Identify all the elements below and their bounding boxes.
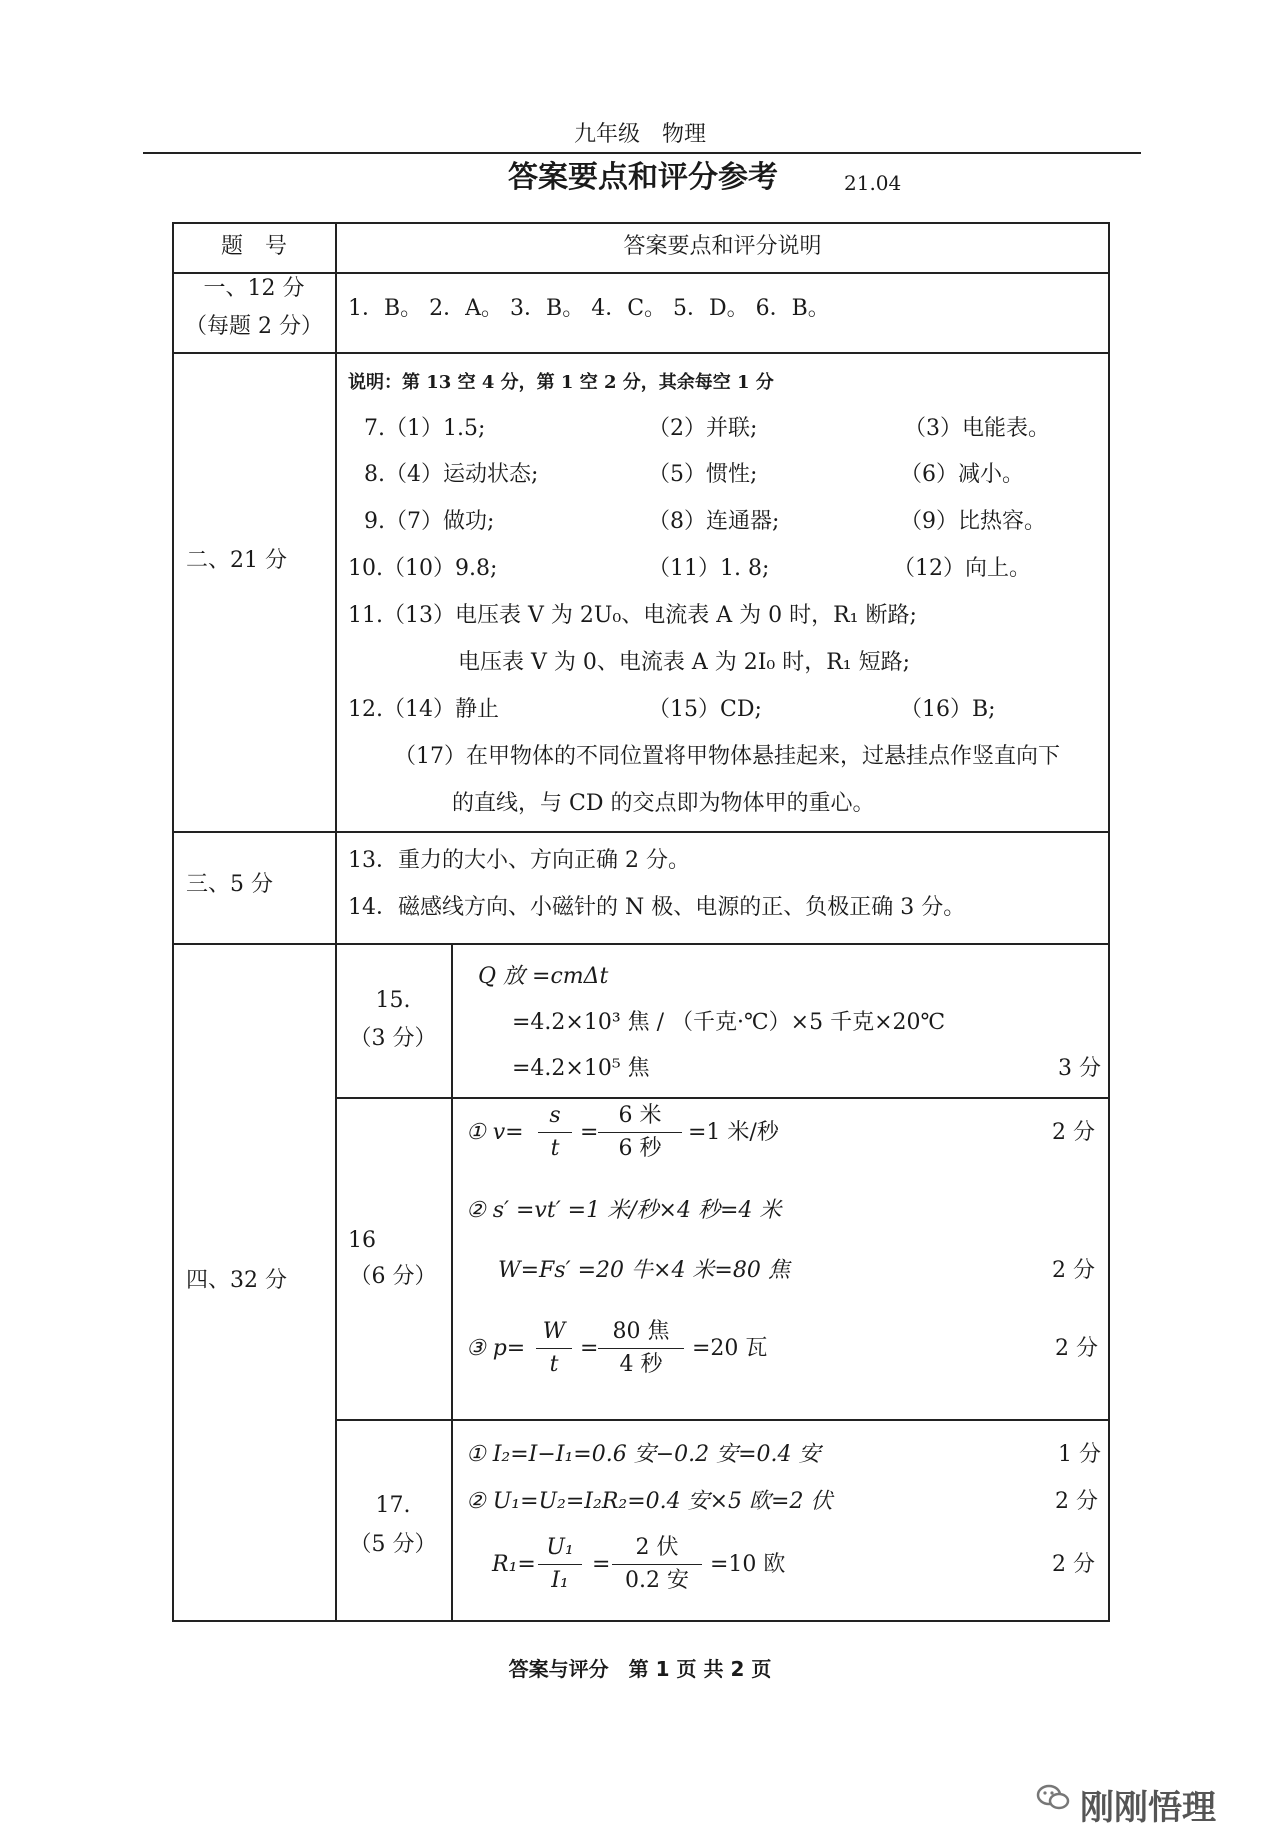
q16-a-numerator: s bbox=[549, 1103, 561, 1128]
q11-line1: 11.（13）电压表 V 为 2U₀、电流表 A 为 0 时，R₁ 断路; bbox=[348, 603, 917, 628]
q15-score: 3 分 bbox=[1058, 1056, 1101, 1081]
q17-c-numerator: U₁ bbox=[546, 1535, 574, 1560]
row-divider-sec3 bbox=[172, 943, 1110, 945]
q17-c-den-value: 0.2 安 bbox=[625, 1568, 689, 1593]
q12-a: 12.（14）静止 bbox=[348, 697, 499, 722]
q8-a: 8.（4）运动状态; bbox=[364, 462, 539, 487]
row-divider-header bbox=[172, 272, 1110, 274]
q16-d-result: =20 瓦 bbox=[692, 1336, 768, 1361]
q16-d-denominator: t bbox=[549, 1352, 559, 1377]
q7-b: （2）并联; bbox=[648, 416, 758, 441]
q9-c: （9）比热容。 bbox=[900, 509, 1046, 534]
q17-blank-line1: （17）在甲物体的不同位置将甲物体悬挂起来，过悬挂点作竖直向下 bbox=[394, 744, 1060, 769]
row-divider-q16 bbox=[335, 1419, 1110, 1421]
watermark-text: 刚刚悟理 bbox=[1080, 1788, 1216, 1828]
q15-line3: =4.2×10⁵ 焦 bbox=[512, 1056, 650, 1081]
q14-line: 14．磁感线方向、小磁针的 N 极、电源的正、负极正确 3 分。 bbox=[348, 895, 966, 920]
row-divider-q15 bbox=[335, 1097, 1110, 1099]
q17-c-num-value: 2 伏 bbox=[635, 1535, 679, 1560]
q17-c-equals: = bbox=[592, 1552, 611, 1577]
q9-a: 9.（7）做功; bbox=[364, 509, 495, 534]
q16-a-denominator: t bbox=[550, 1136, 560, 1161]
page-footer: 答案与评分 第 1 页 共 2 页 bbox=[508, 1657, 772, 1681]
q10-a: 10.（10）9.8; bbox=[348, 556, 498, 581]
q17-c-fraction-values bbox=[612, 1535, 702, 1594]
q10-b: （11）1. 8; bbox=[648, 556, 770, 581]
q16-d-fraction-values bbox=[598, 1319, 684, 1378]
header-col-question: 题 号 bbox=[220, 234, 287, 259]
q16-a-result: =1 米/秒 bbox=[688, 1120, 779, 1145]
q16-a-fraction-values bbox=[598, 1103, 682, 1162]
grade-subject: 九年级 物理 bbox=[573, 122, 706, 147]
q8-c: （6）减小。 bbox=[900, 462, 1024, 487]
q16-c-line: W=Fs′ =20 牛×4 米=80 焦 bbox=[498, 1258, 790, 1283]
q16-a-equals: = bbox=[580, 1120, 599, 1145]
row-divider-sec1 bbox=[172, 352, 1110, 354]
q16-d-fraction bbox=[536, 1319, 572, 1378]
sub-col-divider bbox=[451, 943, 453, 1622]
q17-c-prefix: R₁= bbox=[492, 1552, 536, 1577]
q16-b-line: ② s′ =vt′ =1 米/秒×4 秒=4 米 bbox=[466, 1198, 782, 1223]
q16-a-num-value: 6 米 bbox=[618, 1103, 662, 1128]
row-divider-sec2 bbox=[172, 831, 1110, 833]
header-col-explanation: 答案要点和评分说明 bbox=[623, 234, 822, 259]
q12-c: （16）B; bbox=[900, 697, 996, 722]
q7-c: （3）电能表。 bbox=[904, 416, 1050, 441]
sec4-label: 四、32 分 bbox=[186, 1268, 287, 1293]
q16-a-fraction bbox=[538, 1103, 572, 1162]
q16-c-score: 2 分 bbox=[1052, 1258, 1095, 1283]
q12-b: （15）CD; bbox=[648, 697, 762, 722]
q9-b: （8）连通器; bbox=[648, 509, 780, 534]
wechat-logo-icon bbox=[1036, 1784, 1070, 1810]
page-title: 答案要点和评分参考 bbox=[508, 160, 778, 195]
q17-num: 17. bbox=[375, 1493, 411, 1518]
q16-d-num-value: 80 焦 bbox=[612, 1319, 670, 1344]
q16-d-numerator: W bbox=[542, 1319, 566, 1344]
q10-c: （12）向上。 bbox=[893, 556, 1031, 581]
q8-b: （5）惯性; bbox=[648, 462, 758, 487]
q17-b-score: 2 分 bbox=[1055, 1489, 1098, 1514]
q16-points: （6 分） bbox=[349, 1264, 437, 1289]
q15-points: （3 分） bbox=[349, 1026, 437, 1051]
q17-c-denominator: I₁ bbox=[551, 1568, 569, 1593]
q15-num: 15. bbox=[375, 988, 411, 1013]
q16-d-den-value: 4 秒 bbox=[619, 1352, 663, 1377]
col-divider bbox=[335, 222, 337, 1622]
q15-line2: =4.2×10³ 焦 / （千克·℃）×5 千克×20℃ bbox=[512, 1010, 946, 1035]
q11-line2: 电压表 V 为 0、电流表 A 为 2I₀ 时，R₁ 短路; bbox=[458, 650, 911, 675]
sec1-label-sub: （每题 2 分） bbox=[185, 314, 323, 339]
q13-line: 13．重力的大小、方向正确 2 分。 bbox=[348, 848, 690, 873]
sec1-answers: 1．B。 2．A。 3．B。 4．C。 5．D。 6．B。 bbox=[348, 296, 830, 321]
q17-c-result: =10 欧 bbox=[710, 1552, 786, 1577]
q16-d-equals: = bbox=[580, 1336, 599, 1361]
q16-a-den-value: 6 秒 bbox=[618, 1136, 662, 1161]
q17-blank-line2: 的直线，与 CD 的交点即为物体甲的重心。 bbox=[452, 791, 875, 816]
sec3-label: 三、5 分 bbox=[186, 872, 273, 897]
sec2-note: 说明：第 13 空 4 分，第 1 空 2 分，其余每空 1 分 bbox=[348, 372, 774, 393]
q16-a-score: 2 分 bbox=[1052, 1120, 1095, 1145]
doc-code: 21.04 bbox=[844, 171, 902, 195]
q7-a: 7.（1）1.5; bbox=[364, 416, 486, 441]
q16-a-prefix: ① v= bbox=[466, 1120, 524, 1145]
sec2-label: 二、21 分 bbox=[186, 548, 287, 573]
q17-a-line: ① I₂=I−I₁=0.6 安−0.2 安=0.4 安 bbox=[466, 1442, 821, 1467]
q17-b-line: ② U₁=U₂=I₂R₂=0.4 安×5 欧=2 伏 bbox=[466, 1489, 833, 1514]
q16-d-score: 2 分 bbox=[1055, 1336, 1098, 1361]
q16-d-prefix: ③ p= bbox=[466, 1336, 526, 1361]
q17-c-score: 2 分 bbox=[1052, 1552, 1095, 1577]
sec1-label: 一、12 分 bbox=[203, 276, 305, 301]
q17-points: （5 分） bbox=[349, 1532, 437, 1557]
q17-c-fraction bbox=[538, 1535, 582, 1594]
q16-num: 16 bbox=[348, 1228, 376, 1253]
q17-a-score: 1 分 bbox=[1058, 1442, 1101, 1467]
header-rule bbox=[143, 152, 1141, 154]
q15-line1: Q 放 =cmΔt bbox=[478, 964, 609, 989]
